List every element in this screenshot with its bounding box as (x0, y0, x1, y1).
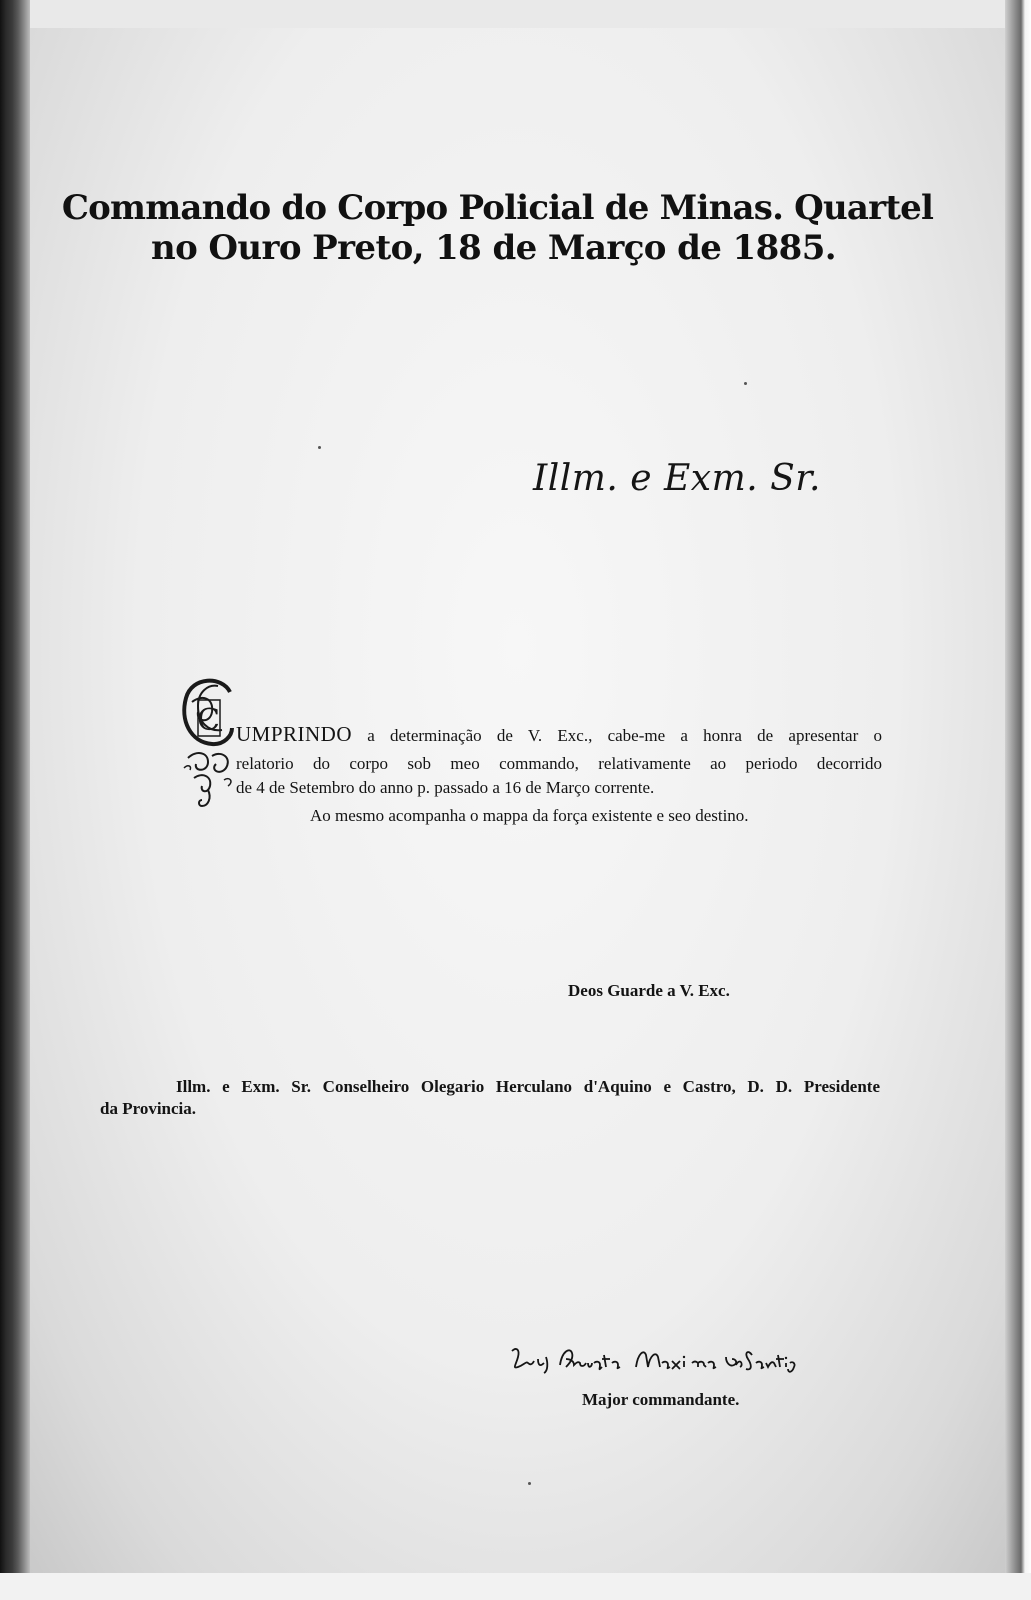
salutation: Illm. e Exm. Sr. (533, 458, 821, 499)
addressee-line-2: da Provincia. (100, 1099, 197, 1118)
addressee-line-1: Illm. e Exm. Sr. Conselheiro Olegario Herculano d'Aquino e Castro, D. D. Presidente (176, 1077, 880, 1096)
closing-formula: Deos Guarde a V. Exc. (568, 981, 730, 1000)
paper-speck (318, 446, 321, 449)
body-paragraph-line-3: de 4 de Setembro do anno p. passado a 16 de Março corrente. (236, 778, 655, 797)
document-heading-line-2: no Ouro Preto, 18 de Março de 1885. (150, 228, 837, 268)
drop-cap-letter: C (197, 703, 220, 738)
paper-speck (528, 1482, 531, 1485)
signatory-rank: Major commandante. (582, 1390, 740, 1409)
body-paragraph-line-2: relatorio do corpo sob meo commando, relativamente ao periodo decorrido (236, 754, 882, 773)
bottom-margin (0, 1573, 1031, 1600)
body-paragraph-line-4: Ao mesmo acompanha o mappa da força existente e seo destino. (310, 806, 749, 825)
opening-word: UMPRINDO (236, 722, 353, 746)
handwritten-signature (508, 1345, 796, 1375)
body-line-1-text: a determinação de V. Exc., cabe-me a honra de apresentar o (367, 726, 883, 745)
ornamental-drop-cap (178, 672, 240, 812)
document-heading-line-1: Commando do Corpo Policial de Minas. Quartel (61, 188, 934, 228)
paper-speck (744, 382, 747, 385)
body-paragraph-line-1 (236, 722, 882, 747)
